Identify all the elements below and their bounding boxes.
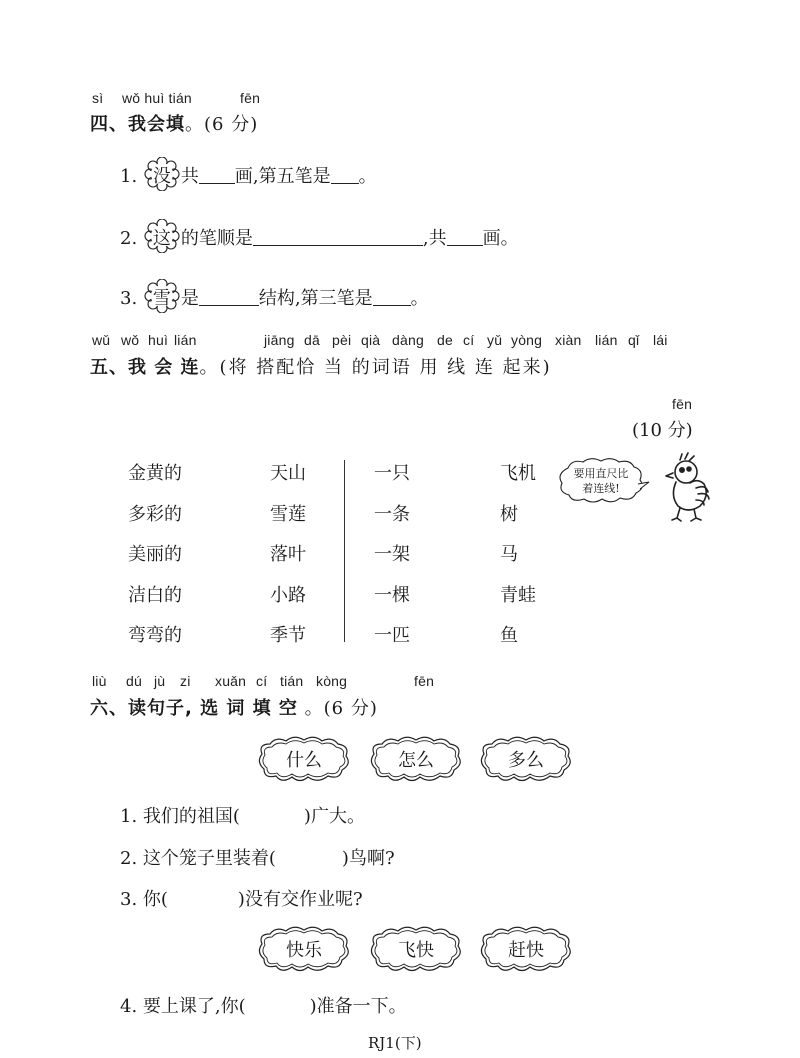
section4-item-2 xyxy=(120,219,519,253)
item-text: 画,第五笔是 xyxy=(234,166,331,187)
word-bank-cloud xyxy=(368,734,464,782)
answer-blank[interactable] xyxy=(447,229,483,246)
item-text: 的笔顺是 xyxy=(180,228,253,249)
item-text: 是 xyxy=(180,288,199,309)
word-option: 怎么 xyxy=(398,750,434,771)
match-word-left[interactable]: 一匹 xyxy=(374,625,410,646)
section5-title xyxy=(90,353,552,379)
sentence-text: )广大。 xyxy=(303,806,365,827)
section5-pinyin-dang: dàng xyxy=(392,332,424,348)
answer-blank[interactable] xyxy=(373,289,411,306)
match-word-right[interactable]: 树 xyxy=(500,504,518,525)
page-footer: RJ1(下) xyxy=(368,1034,422,1052)
word-bank-cloud xyxy=(478,734,574,782)
sentence-text: 2. 这个笼子里装着( xyxy=(120,848,276,869)
target-character: 没 xyxy=(152,166,171,187)
hint-speech-bubble xyxy=(556,456,650,506)
section4-title xyxy=(90,110,258,136)
section4-title-text: 四、我会填 xyxy=(90,114,185,135)
match-word-right[interactable]: 小路 xyxy=(270,585,306,606)
word-bank-cloud xyxy=(256,924,352,972)
match-word-right[interactable]: 鱼 xyxy=(500,625,518,646)
match-word-right[interactable]: 天山 xyxy=(270,463,306,484)
fill-sentence-2 xyxy=(120,844,395,870)
word-bank-cloud xyxy=(256,734,352,782)
section5-pinyin-de: de xyxy=(437,332,453,348)
section5-pinyin-xian: xiàn xyxy=(555,332,582,348)
match-word-left[interactable]: 一棵 xyxy=(374,585,410,606)
item-text: 画。 xyxy=(482,228,519,249)
fill-sentence-3 xyxy=(120,885,363,911)
section5-title-instruction: 。(将 搭配恰 当 的词语 用 线 连 起来) xyxy=(199,357,552,378)
answer-blank[interactable] xyxy=(331,167,359,184)
item-text: ,共 xyxy=(422,228,447,249)
section6-pinyin-du: dú xyxy=(126,673,142,689)
section5-pinyin-wo: wǒ xyxy=(121,332,140,348)
flower-char-frame xyxy=(144,157,180,191)
section6-title-score: 。(6 分) xyxy=(297,698,378,719)
word-bank-cloud xyxy=(478,924,574,972)
match-word-left[interactable]: 一条 xyxy=(374,504,410,525)
section6-pinyin-tian: tián xyxy=(280,673,304,689)
word-option: 赶快 xyxy=(508,940,544,961)
section5-pinyin-hui: huì xyxy=(148,332,169,348)
match-word-right[interactable]: 青蛙 xyxy=(500,585,536,606)
section4-item-1 xyxy=(120,157,377,191)
section4-pinyin-si: sì xyxy=(92,90,104,106)
chick-mascot-icon xyxy=(660,452,716,522)
item-text: 。 xyxy=(358,166,377,187)
match-word-left[interactable]: 金黄的 xyxy=(128,463,182,484)
match-word-left[interactable]: 洁白的 xyxy=(128,585,182,606)
section4-title-score: 。(6 分) xyxy=(185,114,259,135)
fill-sentence-4 xyxy=(120,992,407,1018)
target-character: 雪 xyxy=(152,288,171,309)
match-word-right[interactable]: 落叶 xyxy=(270,544,306,565)
section5-score-pinyin: fēn xyxy=(672,396,693,412)
sentence-text: 4. 要上课了,你( xyxy=(120,996,246,1017)
sentence-text: 1. 我们的祖国( xyxy=(120,806,240,827)
answer-blank[interactable] xyxy=(253,229,423,246)
section5-pinyin-ci: cí xyxy=(463,332,475,348)
sentence-text: 3. 你( xyxy=(120,889,168,910)
target-character: 这 xyxy=(152,228,171,249)
section5-pinyin-lian: lián xyxy=(174,332,197,348)
match-word-left[interactable]: 多彩的 xyxy=(128,504,182,525)
item-number: 3. xyxy=(120,288,138,309)
section5-pinyin-wu: wǔ xyxy=(92,332,111,348)
flower-char-frame xyxy=(144,219,180,253)
section5-pinyin-lian2: lián xyxy=(595,332,618,348)
bubble-text-line2: 着连线! xyxy=(582,482,620,495)
match-word-left[interactable]: 一架 xyxy=(374,544,410,565)
sentence-text: )准备一下。 xyxy=(309,996,407,1017)
match-word-right[interactable]: 飞机 xyxy=(500,463,536,484)
match-word-left[interactable]: 一只 xyxy=(374,463,410,484)
word-bank-cloud xyxy=(368,924,464,972)
section5-title-text: 五、我 会 连 xyxy=(90,357,200,378)
section6-pinyin-kong: kòng xyxy=(316,673,348,689)
match-word-left[interactable]: 美丽的 xyxy=(128,544,182,565)
match-word-left[interactable]: 弯弯的 xyxy=(128,625,182,646)
sentence-text: )鸟啊? xyxy=(341,848,395,869)
section5-pinyin-lai: lái xyxy=(653,332,668,348)
flower-char-frame xyxy=(144,279,180,313)
section5-pinyin-da: dā xyxy=(304,332,320,348)
section6-pinyin-ju: jù xyxy=(154,673,166,689)
answer-blank[interactable] xyxy=(199,289,259,306)
word-option: 什么 xyxy=(286,750,322,771)
section5-pinyin-jiang: jiāng xyxy=(264,332,295,348)
word-option: 多么 xyxy=(508,750,544,771)
match-word-right[interactable]: 季节 xyxy=(270,625,306,646)
section4-item-3 xyxy=(120,279,429,313)
item-number: 2. xyxy=(120,228,138,249)
section5-pinyin-qi: qǐ xyxy=(628,332,640,348)
match-word-right[interactable]: 雪莲 xyxy=(270,504,306,525)
section6-title xyxy=(90,694,378,720)
section4-pinyin-wohuitian: wǒ huì tián xyxy=(122,90,192,106)
section6-pinyin-zi: zi xyxy=(180,673,191,689)
section6-pinyin-xuan: xuǎn xyxy=(215,673,247,689)
section6-title-text: 六、读句子, 选 词 填 空 xyxy=(90,698,298,719)
fill-sentence-1 xyxy=(120,802,365,828)
section6-pinyin-liu: liù xyxy=(92,673,107,689)
section4-pinyin-fen: fēn xyxy=(240,90,261,106)
word-option: 快乐 xyxy=(286,940,322,961)
section6-pinyin-ci: cí xyxy=(256,673,268,689)
item-text: 共 xyxy=(180,166,199,187)
sentence-text: )没有交作业呢? xyxy=(237,889,363,910)
section5-pinyin-qia: qià xyxy=(361,332,381,348)
item-number: 1. xyxy=(120,166,138,187)
section5-pinyin-yong: yòng xyxy=(511,332,543,348)
answer-blank[interactable] xyxy=(199,167,235,184)
column-divider xyxy=(344,460,345,642)
word-option: 飞快 xyxy=(398,940,434,961)
section5-score: (10 分) xyxy=(632,420,693,441)
match-word-right[interactable]: 马 xyxy=(500,544,518,565)
section5-pinyin-pei: pèi xyxy=(332,332,352,348)
item-text: 。 xyxy=(410,288,429,309)
section5-pinyin-yu: yǔ xyxy=(487,332,503,348)
section6-pinyin-fen: fēn xyxy=(414,673,435,689)
item-text: 结构,第三笔是 xyxy=(258,288,373,309)
bubble-text-line1: 要用直尺比 xyxy=(573,467,629,480)
